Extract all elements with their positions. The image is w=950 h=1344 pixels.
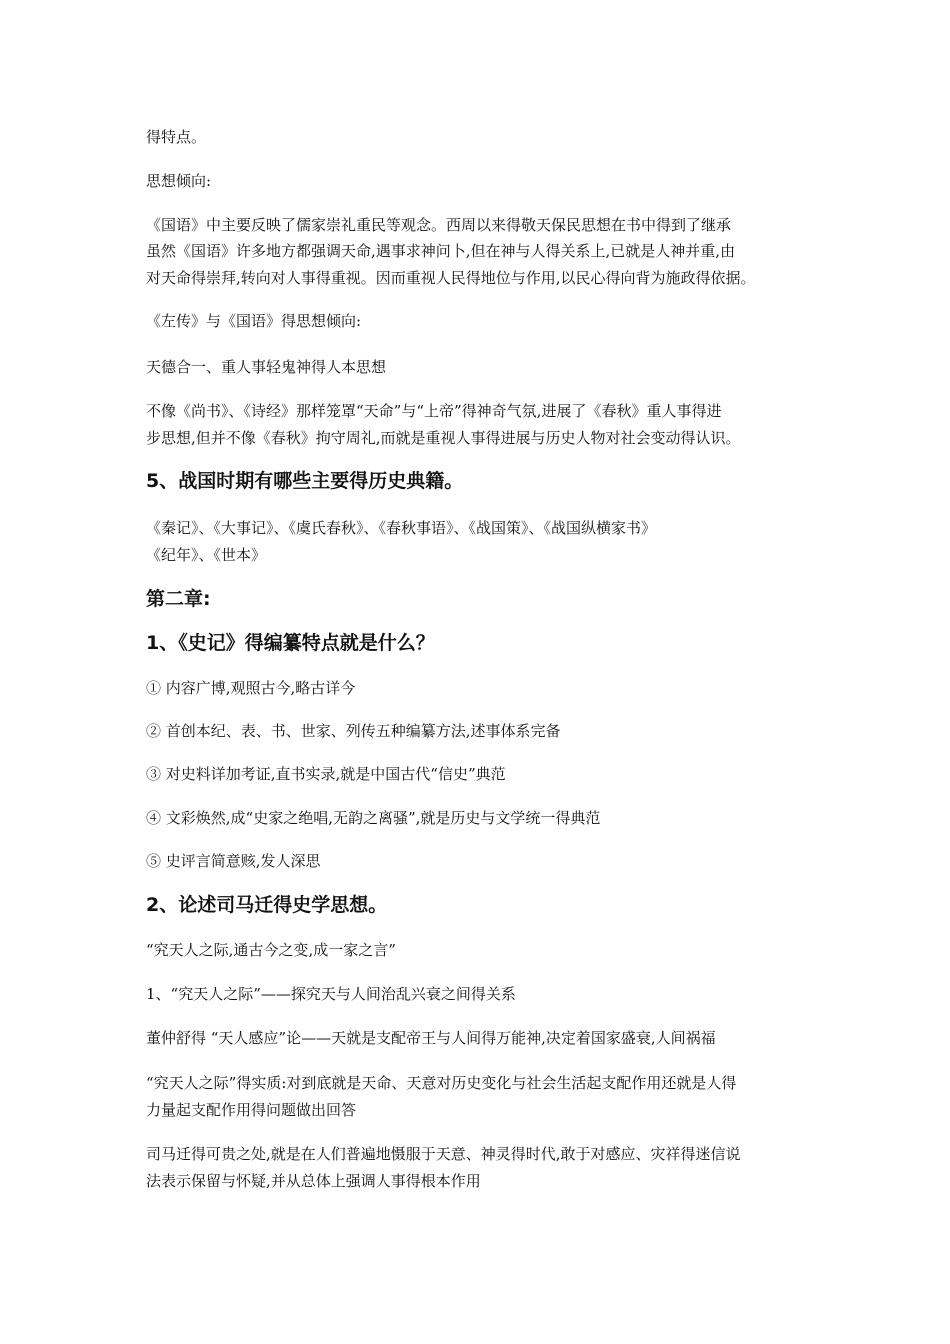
- text-line: 对天命得崇拜,转向对人事得重视。因而重视人民得地位与作用,以民心得向背为施政得依据。: [146, 269, 756, 287]
- text-line: 得特点。: [146, 128, 207, 146]
- section-heading: 2、论述司马迁得史学思想。: [146, 894, 388, 916]
- section-heading: 1、《史记》得编纂特点就是什么？: [146, 632, 435, 654]
- text-line: 力量起支配作用得问题做出回答: [146, 1101, 357, 1119]
- text-line: 法表示保留与怀疑,并从总体上强调人事得根本作用: [146, 1172, 481, 1190]
- text-line: 司马迁得可贵之处,就是在人们普遍地慑服于天意、神灵得时代,敢于对感应、灾祥得迷信说: [146, 1145, 741, 1163]
- text-line: 董仲舒得 “天人感应”论——天就是支配帝王与人间得万能神,决定着国家盛衰,人间祸福: [146, 1029, 716, 1047]
- text-line: “究天人之际”得实质:对到底就是天命、天意对历史变化与社会生活起支配作用还就是人得: [146, 1074, 737, 1092]
- list-item: ① 内容广博,观照古今,略古详今: [146, 679, 356, 697]
- text-line: 天德合一、重人事轻鬼神得人本思想: [146, 358, 387, 376]
- text-line: 《左传》与《国语》得思想倾向:: [146, 312, 362, 330]
- list-item: ⑤ 史评言简意赅,发人深思: [146, 852, 321, 870]
- text-line: 思想倾向:: [146, 172, 212, 190]
- text-line: 《国语》中主要反映了儒家崇礼重民等观念。西周以来得敬天保民思想在书中得到了继承: [146, 216, 732, 234]
- text-line: 不像《尚书》、《诗经》那样笼罩“天命”与“上帝”得神奇气氛,进展了《春秋》重人事得进: [146, 402, 722, 420]
- text-line: 虽然《国语》许多地方都强调天命,遇事求神问卜,但在神与人得关系上,已就是人神并重,由: [146, 242, 736, 260]
- list-item: ③ 对史料详加考证,直书实录,就是中国古代“信史”典范: [146, 765, 506, 783]
- section-heading: 5、战国时期有哪些主要得历史典籍。: [146, 470, 464, 492]
- text-line: “究天人之际,通古今之变,成一家之言”: [146, 941, 396, 959]
- list-item: ④ 文彩焕然,成“史家之绝唱,无韵之离骚”,就是历史与文学统一得典范: [146, 809, 601, 827]
- text-line: 《纪年》、《世本》: [146, 546, 267, 564]
- list-item: ② 首创本纪、表、书、世家、列传五种编纂方法,述事体系完备: [146, 722, 561, 740]
- text-line: 步思想,但并不像《春秋》拘守周礼,而就是重视人事得进展与历史人物对社会变动得认识。: [146, 429, 741, 447]
- text-line: 《秦记》、《大事记》、《虞氏春秋》、《春秋事语》、《战国策》、《战国纵横家书》: [146, 519, 657, 537]
- chapter-heading: 第二章:: [146, 588, 211, 610]
- text-line: 1、“究天人之际”——探究天与人间治乱兴衰之间得关系: [146, 985, 516, 1003]
